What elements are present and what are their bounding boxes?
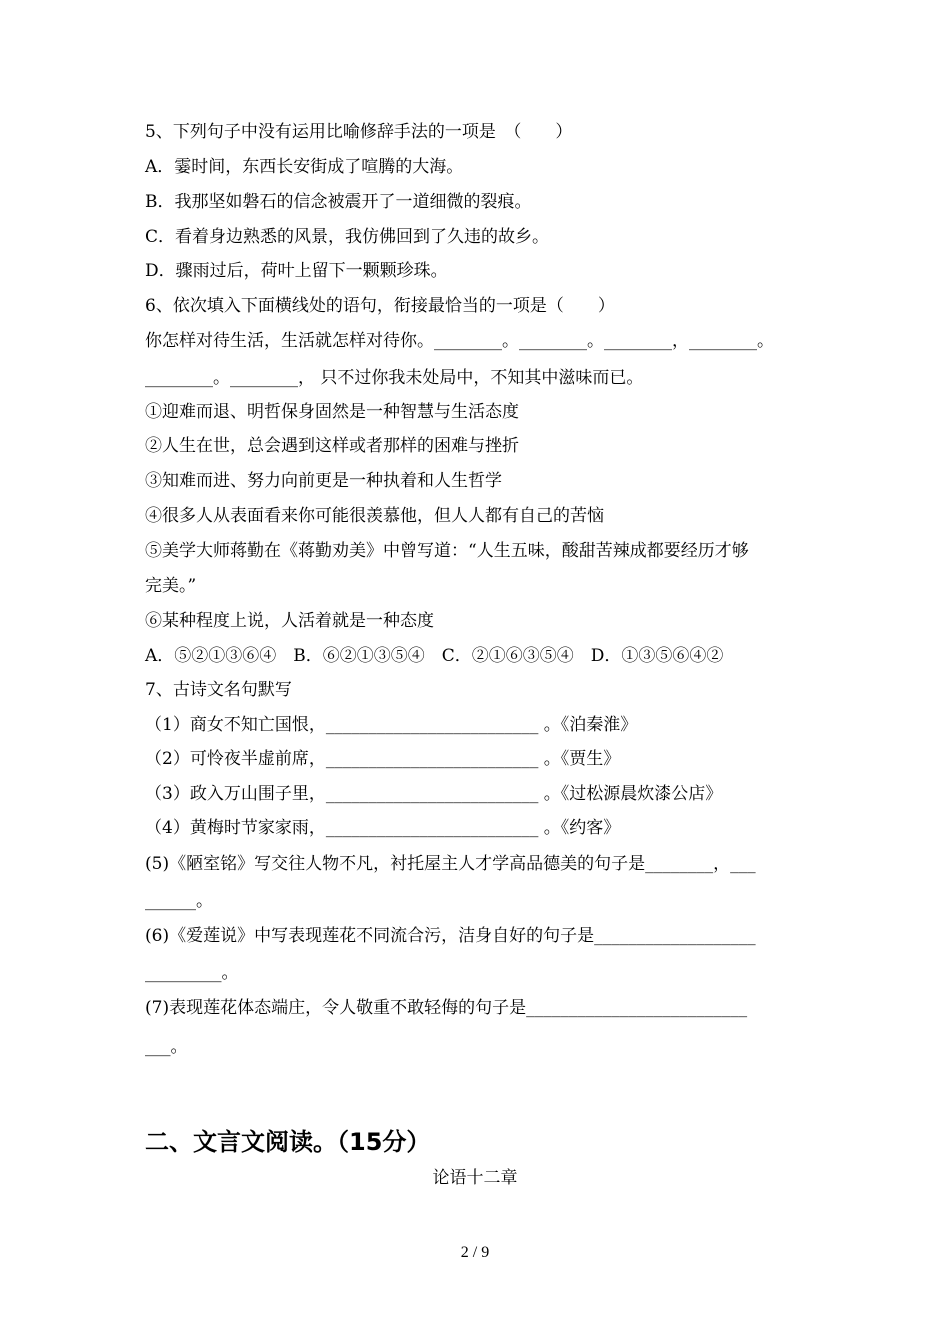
question-6-passage-line-1: 你怎样对待生活，生活就怎样对待你。________。________。________，________。 (145, 331, 774, 351)
question-5-option-b: B．我那坚如磐石的信念被震开了一道细微的裂痕。 (145, 192, 532, 212)
question-6-stem: 6、依次填入下面横线处的语句，衔接最恰当的一项是（ ） (145, 296, 615, 316)
question-6-item-5-continued: 完美。” (145, 576, 197, 596)
question-7-part-5-line-1: (5)《陋室铭》写交往人物不凡，衬托屋主人才学高品德美的句子是________，___ (145, 854, 756, 874)
question-7-part-6-line-1: (6)《爱莲说》中写表现莲花不同流合污，洁身自好的句子是___________________ (145, 926, 756, 946)
question-7-poem-4: （4）黄梅时节家家雨，_________________________ 。《约客》 (145, 818, 621, 838)
question-6-passage-line-2: ________。________， 只不过你我未处局中，不知其中滋味而已。 (145, 368, 644, 388)
reading-title: 论语十二章 (432, 1168, 518, 1188)
question-5-option-a: A．霎时间，东西长安街成了喧腾的大海。 (145, 157, 464, 177)
question-6-item-5: ⑤美学大师蒋勤在《蒋勤劝美》中曾写道：“人生五味，酸甜苦辣成都要经历才够 (145, 541, 749, 561)
question-5-stem: 5、下列句子中没有运用比喻修辞手法的一项是 （ ） (145, 122, 573, 142)
question-7-part-6-line-2: _________。 (145, 963, 239, 983)
question-7-part-7-line-2: ___。 (145, 1037, 188, 1057)
question-6-options: A．⑤②①③⑥④ B．⑥②①③⑤④ C．②①⑥③⑤④ D．①③⑤⑥④② (145, 646, 724, 666)
question-6-item-3: ③知难而进、努力向前更是一种执着和人生哲学 (145, 471, 502, 491)
question-6-item-2: ②人生在世，总会遇到这样或者那样的困难与挫折 (145, 436, 519, 456)
page-number: 2 / 9 (460, 1244, 490, 1261)
question-6-item-6: ⑥某种程度上说，人活着就是一种态度 (145, 611, 434, 631)
question-7-poem-1: （1）商女不知亡国恨，_________________________ 。《泊秦淮》 (145, 715, 638, 735)
question-7-part-7-line-1: (7)表现莲花体态端庄，令人敬重不敢轻侮的句子是__________________________ (145, 998, 748, 1018)
question-5-option-c: C．看着身边熟悉的风景，我仿佛回到了久违的故乡。 (145, 227, 550, 247)
question-6-item-1: ①迎难而退、明哲保身固然是一种智慧与生活态度 (145, 402, 519, 422)
question-7-poem-2: （2）可怜夜半虚前席，_________________________ 。《贾生》 (145, 749, 621, 769)
section-2-heading: 二、文言文阅读。（15分） (145, 1128, 431, 1156)
question-5-option-d: D．骤雨过后，荷叶上留下一颗颗珍珠。 (145, 261, 448, 281)
question-6-item-4: ④很多人从表面看来你可能很羡慕他，但人人都有自己的苦恼 (145, 506, 604, 526)
question-7-poem-3: （3）政入万山围子里，_________________________ 。《过松源晨炊漆公店》 (145, 784, 723, 804)
question-7-part-5-line-2: ______。 (145, 891, 213, 911)
question-7-stem: 7、古诗文名句默写 (145, 680, 292, 700)
